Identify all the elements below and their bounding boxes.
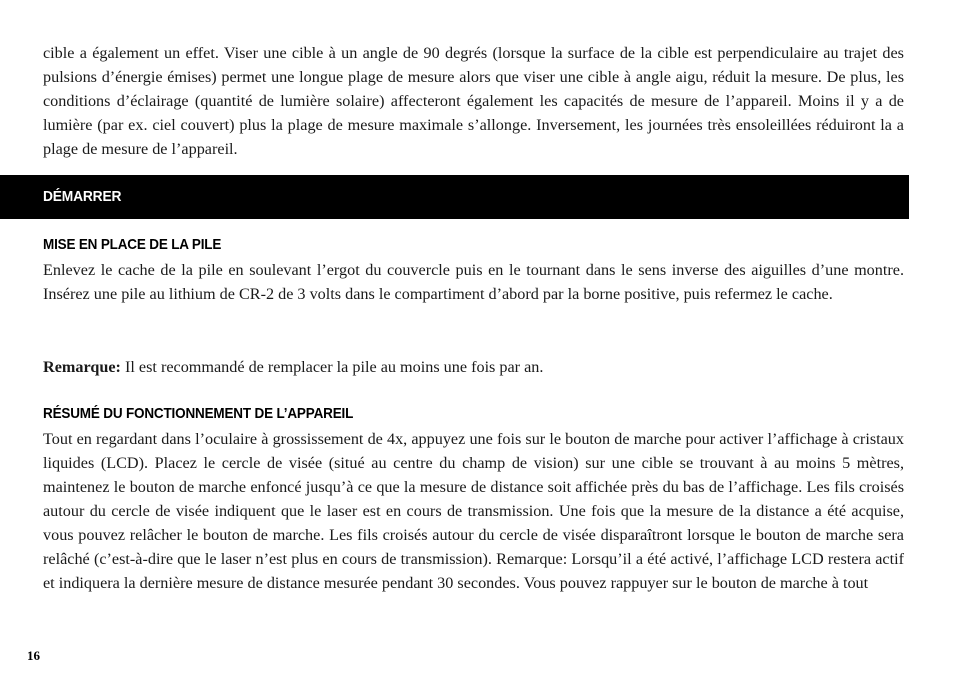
remark-label: Remarque:: [43, 358, 121, 376]
remark-paragraph: [43, 355, 904, 379]
remark-text: Il est recommandé de remplacer la pile au moins une fois par an.: [120, 358, 544, 376]
summary-paragraph: Tout en regardant dans l’oculaire à grossissement de 4x, appuyez une fois sur le bouton de marche pour activer l’affichage à cristaux liquides (LCD). Placez le cercle de visée (situé au centre du champ de vision) sur une cible se trouvant à au moins 5 mètres, maintenez le bouton de marche enfoncé jusqu’à ce que la mesure de distance soit affichée près du bas de l’affichage. Les fils croisés autour du cercle de visée indiquent que le laser est en cours de transmission. Une fois que la mesure de la distance a été acquise, vous pouvez relâcher le bouton de marche. Les fils croisés autour du cercle de visée disparaîtront lorsque le bouton de marche sera relâché (c’est-à-dire que le laser n’est plus en cours de transmission). Remarque: Lorsqu’il a été activé, l’affichage LCD restera actif et indiquera la dernière mesure de distance mesurée pendant 30 secondes. Vous pouvez rappuyer sur le bouton de marche à tout: [43, 430, 904, 592]
intro-paragraph: cible a également un effet. Viser une cible à un angle de 90 degrés (lorsque la surface de la cible est perpendiculaire au trajet des pulsions d’énergie émises) permet une longue plage de mesure alors que viser une cible à angle aigu, réduit la mesure. De plus, les conditions d’éclairage (quantité de lumière solaire) affecteront également les capacités de mesure de l’appareil. Moins il y a de lumière (par ex. ciel couvert) plus la plage de mesure maximale s’allonge. Inversement, les journées très ensoleillées réduiront la a plage de mesure de l’appareil.: [43, 44, 904, 158]
battery-heading: MISE EN PLACE DE LA PILE: [43, 236, 222, 253]
section-header-bar: [0, 175, 909, 219]
section-title: DÉMARRER: [43, 188, 122, 205]
summary-heading: RÉSUMÉ DU FONCTIONNEMENT DE L’APPAREIL: [43, 405, 354, 422]
battery-paragraph: Enlevez le cache de la pile en soulevant l’ergot du couvercle puis en le tournant dans le sens inverse des aiguilles d’une montre. Insérez une pile au lithium de CR-2 de 3 volts dans le compartiment d’abord par la borne positive, puis refermez le cache.: [43, 261, 904, 303]
page-number: 16: [27, 648, 40, 663]
